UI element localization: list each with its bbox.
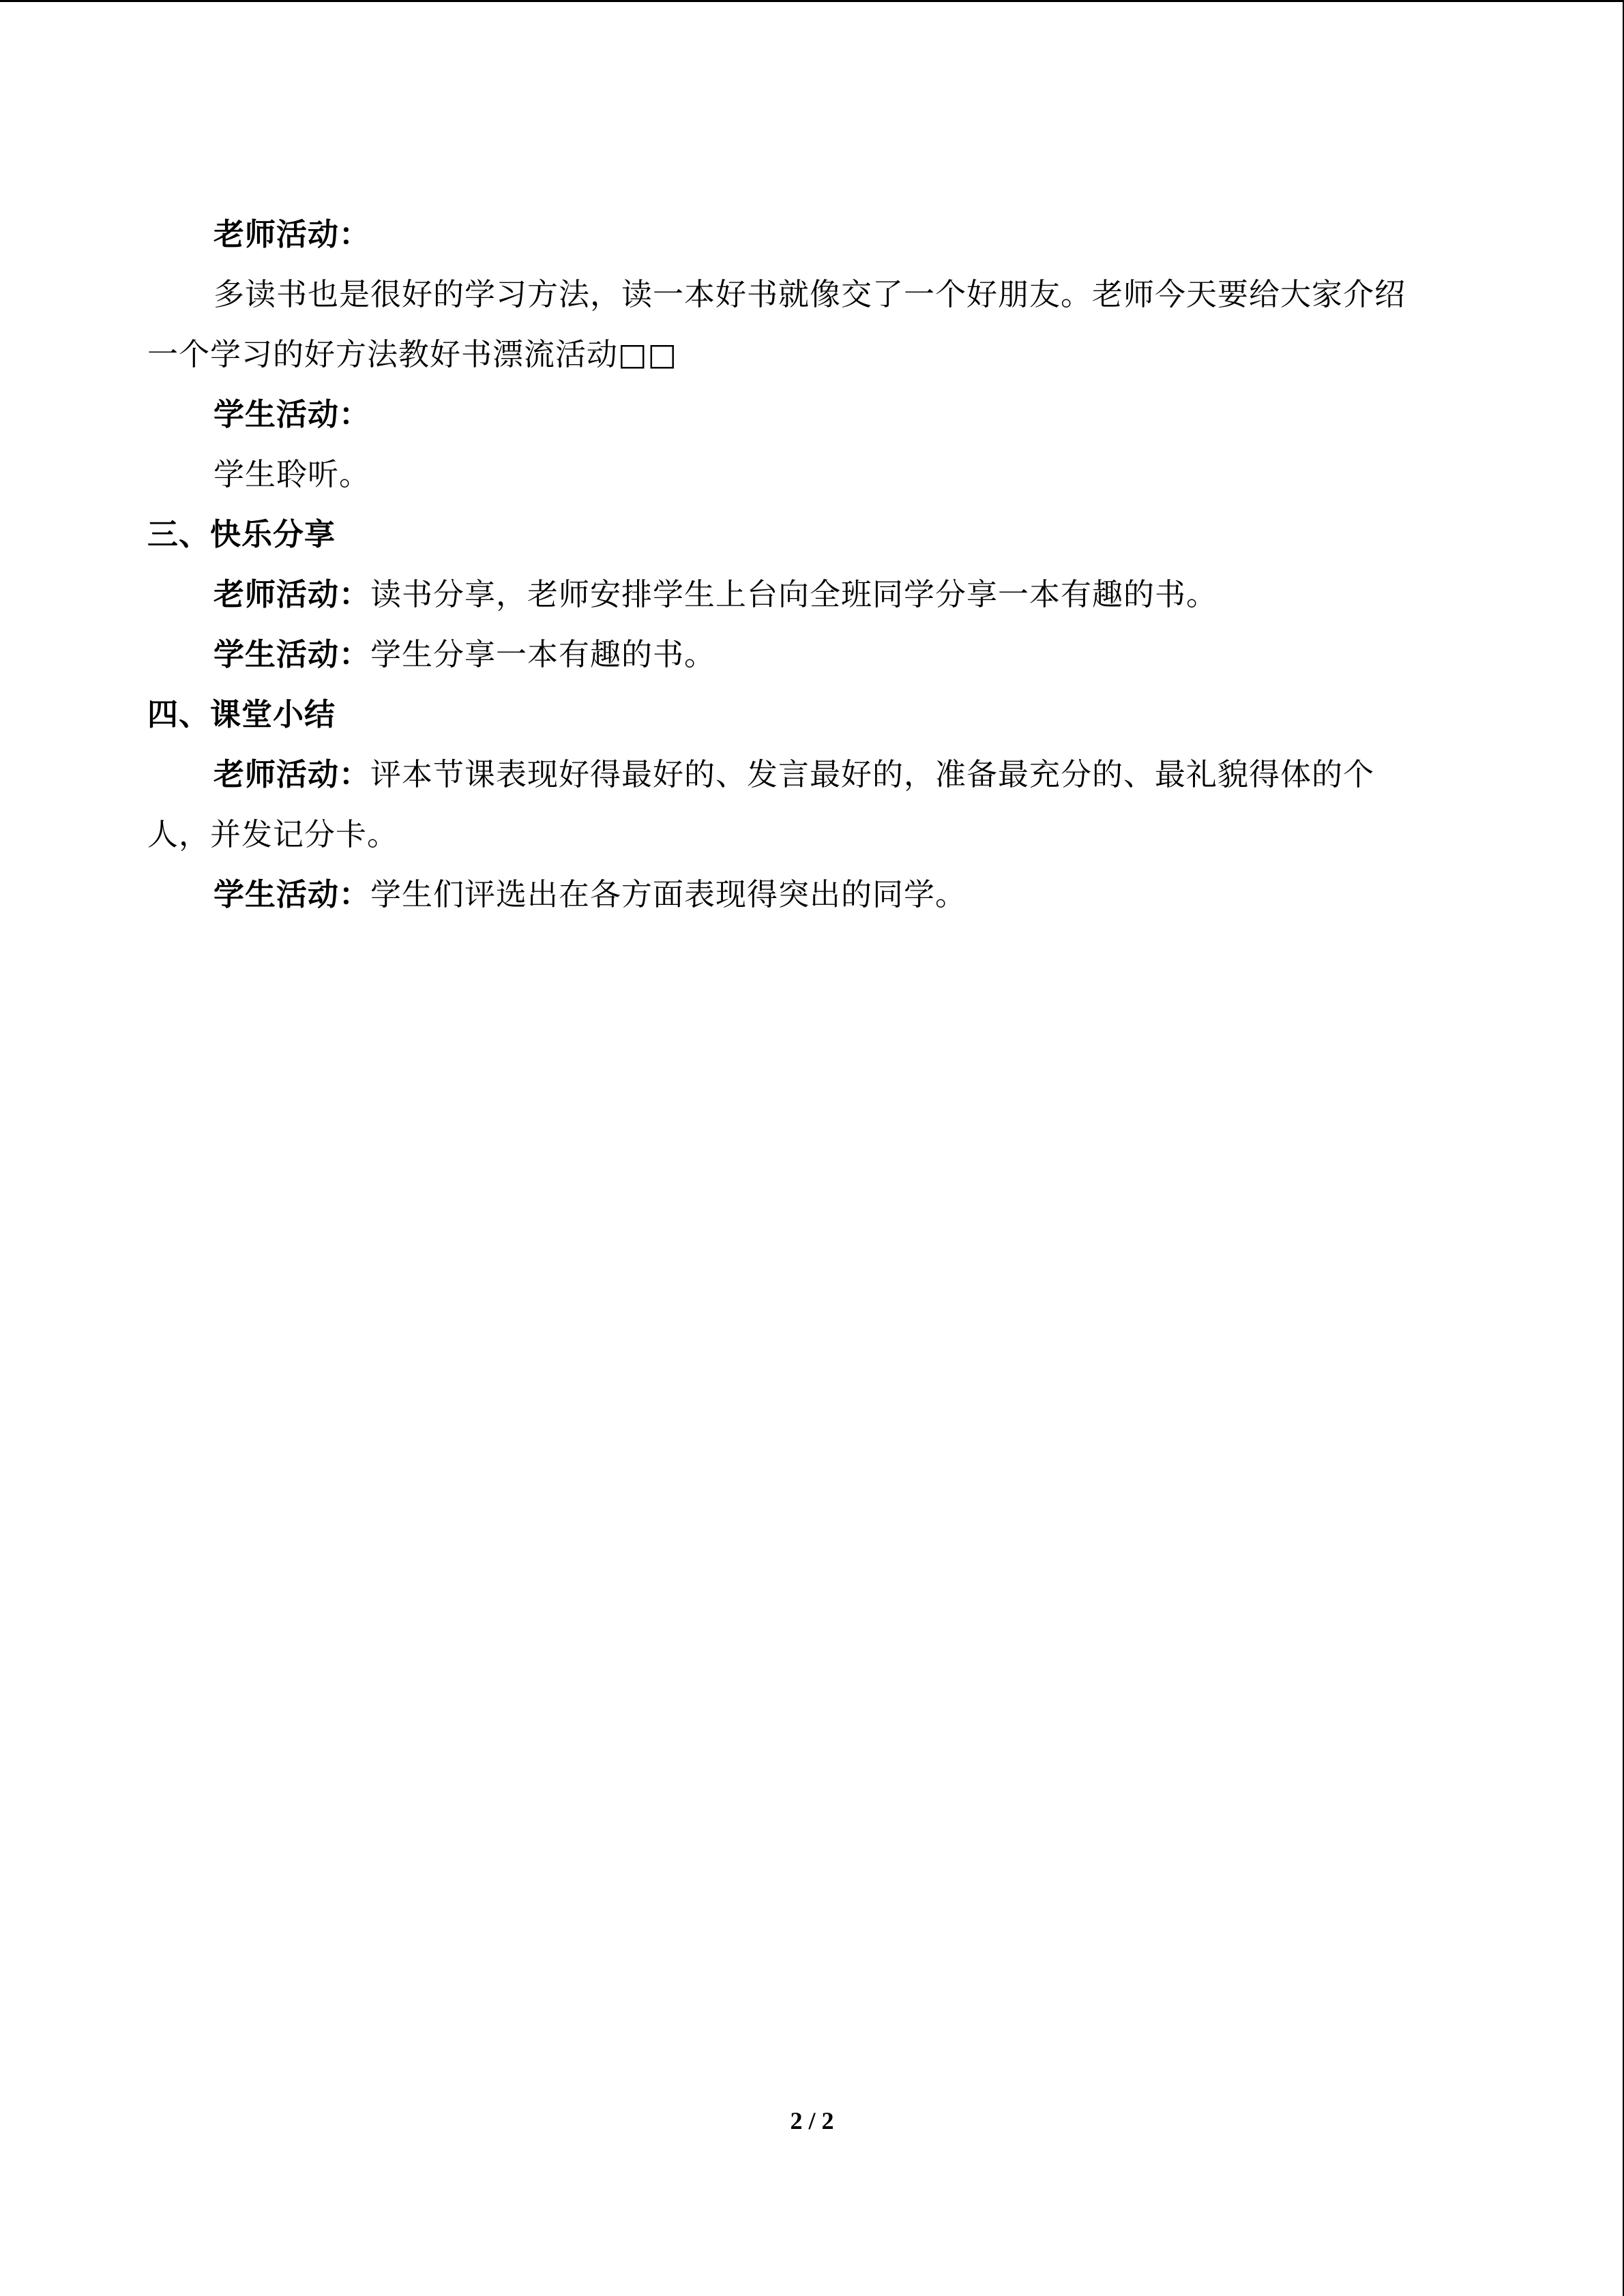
paragraph-text: 人，并发记分卡。 [147, 816, 399, 852]
student-activity-2 [147, 625, 1477, 685]
label: 老师活动： [213, 576, 371, 612]
heading-text: 四、课堂小结 [147, 696, 336, 732]
paragraph-continuation [147, 325, 1477, 385]
teacher-activity-3 [147, 745, 1477, 805]
label-text: 学生们评选出在各方面表现得突出的同学。 [370, 876, 967, 912]
page-number: 2 / 2 [790, 2107, 834, 2134]
paragraph-continuation [147, 805, 1477, 865]
section-heading-4 [147, 685, 1477, 745]
label: 老师活动： [213, 216, 371, 252]
label-text: 读书分享，老师安排学生上台向全班同学分享一本有趣的书。 [370, 576, 1218, 612]
label: 学生活动： [213, 876, 371, 912]
paragraph [147, 445, 1477, 505]
paragraph [147, 265, 1477, 325]
heading-text: 三、快乐分享 [147, 516, 336, 552]
teacher-activity-2 [147, 565, 1477, 625]
teacher-activity-label-1 [147, 205, 1477, 265]
label: 老师活动： [213, 756, 371, 792]
paragraph-text: 一个学习的好方法教好书漂流活动□□ [147, 336, 678, 372]
document-body [147, 205, 1477, 925]
student-activity-3 [147, 865, 1477, 925]
student-activity-label-1 [147, 385, 1477, 445]
label-text: 学生分享一本有趣的书。 [370, 636, 716, 672]
label-text: 评本节课表现好得最好的、发言最好的，准备最充分的、最礼貌得体的个 [370, 756, 1375, 792]
label: 学生活动： [213, 636, 371, 672]
page-top-border [0, 0, 1624, 2]
label: 学生活动： [213, 396, 371, 432]
paragraph-text: 学生聆听。 [213, 456, 371, 492]
section-heading-3 [147, 505, 1477, 565]
paragraph-text: 多读书也是很好的学习方法，读一本好书就像交了一个好朋友。老师今天要给大家介绍 [213, 276, 1406, 312]
